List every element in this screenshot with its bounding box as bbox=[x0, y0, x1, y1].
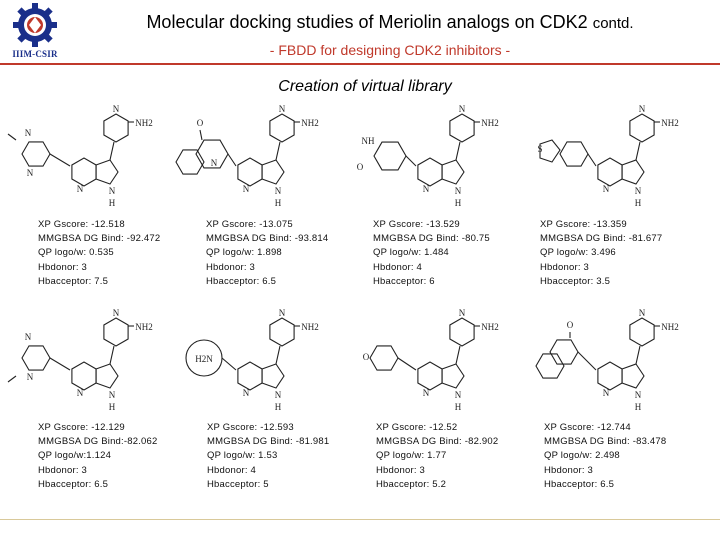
prop-xp-gscore: XP Gscore: -12.129 bbox=[38, 422, 125, 433]
svg-text:H2N: H2N bbox=[195, 354, 213, 364]
prop-hbdonor: Hbdonor: 3 bbox=[376, 464, 426, 476]
prop-xp-gscore: XP Gscore: -12.52 bbox=[376, 422, 458, 433]
molecule-drawing bbox=[350, 308, 515, 416]
prop-qplogpow: QP logo/w: 2.498 bbox=[544, 450, 620, 462]
svg-text:N: N bbox=[454, 390, 462, 400]
molecule-drawing bbox=[170, 104, 335, 212]
svg-text:N: N bbox=[422, 184, 430, 194]
svg-text:NH2: NH2 bbox=[481, 322, 499, 332]
prop-hbdonor: Hbdonor: 3 bbox=[206, 261, 256, 273]
svg-text:NH2: NH2 bbox=[135, 118, 153, 128]
svg-text:N: N bbox=[26, 168, 34, 178]
prop-xp-gscore: XP Gscore: -12.593 bbox=[207, 422, 294, 433]
prop-hbacceptor: Hbacceptor: 6 bbox=[373, 275, 435, 287]
page-title bbox=[70, 12, 710, 33]
molecule-drawing bbox=[350, 104, 515, 212]
svg-text:H: H bbox=[274, 402, 282, 412]
svg-text:N: N bbox=[24, 128, 32, 138]
svg-text:H: H bbox=[274, 198, 282, 208]
structure-compound-6 bbox=[170, 308, 335, 421]
svg-text:N: N bbox=[26, 372, 34, 382]
prop-mmgbsa: MMGBSA DG Bind: -81.677 bbox=[540, 233, 663, 245]
svg-text:NH2: NH2 bbox=[661, 322, 679, 332]
structure-compound-8 bbox=[530, 308, 695, 421]
compound-4-properties bbox=[540, 218, 662, 289]
svg-text:N: N bbox=[454, 186, 462, 196]
prop-xp-gscore: XP Gscore: -13.529 bbox=[373, 219, 460, 230]
prop-hbacceptor: Hbacceptor: 6.5 bbox=[544, 478, 615, 490]
svg-text:NH2: NH2 bbox=[301, 322, 319, 332]
svg-text:N: N bbox=[24, 332, 32, 342]
svg-text:NH: NH bbox=[361, 136, 375, 146]
svg-text:O: O bbox=[196, 118, 204, 128]
svg-text:N: N bbox=[76, 388, 84, 398]
svg-text:N: N bbox=[602, 388, 610, 398]
svg-text:N: N bbox=[638, 308, 646, 318]
csir-logo bbox=[4, 2, 66, 62]
structure-compound-1 bbox=[4, 104, 169, 217]
prop-hbdonor: Hbdonor: 3 bbox=[38, 464, 88, 476]
svg-text:N: N bbox=[278, 104, 286, 114]
svg-text:O: O bbox=[566, 320, 574, 330]
compound-1-properties bbox=[38, 218, 160, 289]
title-suffix: contd. bbox=[592, 15, 634, 32]
prop-hbdonor: Hbdonor: 3 bbox=[38, 261, 88, 273]
svg-text:N: N bbox=[112, 104, 120, 114]
prop-hbacceptor: Hbacceptor: 7.5 bbox=[38, 275, 109, 287]
prop-mmgbsa: MMGBSA DG Bind: -80.75 bbox=[373, 233, 490, 245]
svg-text:N: N bbox=[112, 308, 120, 318]
prop-mmgbsa: MMGBSA DG Bind: -93.814 bbox=[206, 233, 329, 245]
svg-text:N: N bbox=[76, 184, 84, 194]
prop-hbacceptor: Hbacceptor: 3.5 bbox=[540, 275, 611, 287]
structure-compound-2 bbox=[170, 104, 335, 217]
svg-text:H: H bbox=[634, 402, 642, 412]
molecule-drawing bbox=[4, 104, 169, 212]
compound-3-properties bbox=[373, 218, 490, 289]
molecule-drawing bbox=[4, 308, 169, 416]
molecule-drawing bbox=[170, 308, 335, 416]
prop-mmgbsa: MMGBSA DG Bind: -82.902 bbox=[376, 436, 499, 448]
svg-text:S: S bbox=[537, 144, 543, 154]
structure-compound-5 bbox=[4, 308, 169, 421]
prop-hbdonor: Hbdonor: 4 bbox=[373, 261, 423, 273]
svg-text:N: N bbox=[458, 104, 466, 114]
prop-qplogpow: QP logo/w: 1.484 bbox=[373, 247, 449, 259]
svg-text:H: H bbox=[108, 402, 116, 412]
page-subtitle: - FBDD for designing CDK2 inhibitors - bbox=[269, 42, 511, 58]
svg-text:H: H bbox=[108, 198, 116, 208]
svg-text:N: N bbox=[634, 390, 642, 400]
logo-text: IIIM-CSIR bbox=[12, 49, 58, 59]
molecule-drawing bbox=[530, 104, 695, 212]
title-main: Molecular docking studies of Meriolin analogs on CDK2 bbox=[146, 12, 588, 32]
svg-text:N: N bbox=[602, 184, 610, 194]
structure-compound-7 bbox=[350, 308, 515, 421]
compound-5-properties bbox=[38, 421, 158, 492]
svg-text:O: O bbox=[362, 352, 370, 362]
section-title: Creation of virtual library bbox=[278, 78, 452, 95]
compound-6-properties bbox=[207, 421, 329, 492]
prop-mmgbsa: MMGBSA DG Bind:-82.062 bbox=[38, 436, 158, 448]
prop-hbacceptor: Hbacceptor: 6.5 bbox=[38, 478, 109, 490]
prop-mmgbsa: MMGBSA DG Bind: -83.478 bbox=[544, 436, 667, 448]
prop-hbdonor: Hbdonor: 4 bbox=[207, 464, 257, 476]
svg-text:H: H bbox=[634, 198, 642, 208]
prop-qplogpow: QP logo/w: 1.53 bbox=[207, 450, 278, 462]
structure-compound-3 bbox=[350, 104, 515, 217]
gear-logo-icon bbox=[12, 2, 58, 48]
svg-text:N: N bbox=[242, 184, 250, 194]
svg-text:N: N bbox=[274, 390, 282, 400]
svg-text:N: N bbox=[274, 186, 282, 196]
svg-text:NH2: NH2 bbox=[661, 118, 679, 128]
prop-hbdonor: Hbdonor: 3 bbox=[540, 261, 590, 273]
prop-hbacceptor: Hbacceptor: 5.2 bbox=[376, 478, 447, 490]
svg-text:N: N bbox=[638, 104, 646, 114]
compound-7-properties bbox=[376, 421, 498, 492]
svg-text:H: H bbox=[454, 198, 462, 208]
prop-qplogpow: QP logo/w: 1.898 bbox=[206, 247, 282, 259]
svg-text:O: O bbox=[356, 162, 364, 172]
footer-divider bbox=[0, 519, 720, 520]
prop-mmgbsa: MMGBSA DG Bind: -92.472 bbox=[38, 233, 161, 245]
prop-xp-gscore: XP Gscore: -13.359 bbox=[540, 219, 627, 230]
svg-text:N: N bbox=[634, 186, 642, 196]
prop-qplogpow: QP logo/w: 3.496 bbox=[540, 247, 616, 259]
svg-text:N: N bbox=[108, 390, 116, 400]
prop-xp-gscore: XP Gscore: -12.744 bbox=[544, 422, 631, 433]
svg-text:NH2: NH2 bbox=[135, 322, 153, 332]
compound-2-properties bbox=[206, 218, 328, 289]
prop-qplogpow: QP logo/w: 1.77 bbox=[376, 450, 447, 462]
svg-text:N: N bbox=[422, 388, 430, 398]
prop-hbdonor: Hbdonor: 3 bbox=[544, 464, 594, 476]
prop-hbacceptor: Hbacceptor: 6.5 bbox=[206, 275, 277, 287]
prop-xp-gscore: XP Gscore: -13.075 bbox=[206, 219, 293, 230]
svg-text:NH2: NH2 bbox=[301, 118, 319, 128]
prop-mmgbsa: MMGBSA DG Bind: -81.981 bbox=[207, 436, 330, 448]
svg-text:N: N bbox=[278, 308, 286, 318]
svg-text:NH2: NH2 bbox=[481, 118, 499, 128]
svg-text:H: H bbox=[454, 402, 462, 412]
prop-qplogpow: QP logo/w: 0.535 bbox=[38, 247, 114, 259]
compound-8-properties bbox=[544, 421, 666, 492]
svg-text:N: N bbox=[210, 158, 218, 168]
svg-text:N: N bbox=[108, 186, 116, 196]
prop-hbacceptor: Hbacceptor: 5 bbox=[207, 478, 269, 490]
structure-compound-4 bbox=[530, 104, 695, 217]
molecule-drawing bbox=[530, 308, 695, 416]
svg-text:N: N bbox=[458, 308, 466, 318]
prop-xp-gscore: XP Gscore: -12.518 bbox=[38, 219, 125, 230]
svg-text:N: N bbox=[242, 388, 250, 398]
prop-qplogpow: QP logo/w:1.124 bbox=[38, 450, 112, 462]
header-divider bbox=[0, 63, 720, 65]
